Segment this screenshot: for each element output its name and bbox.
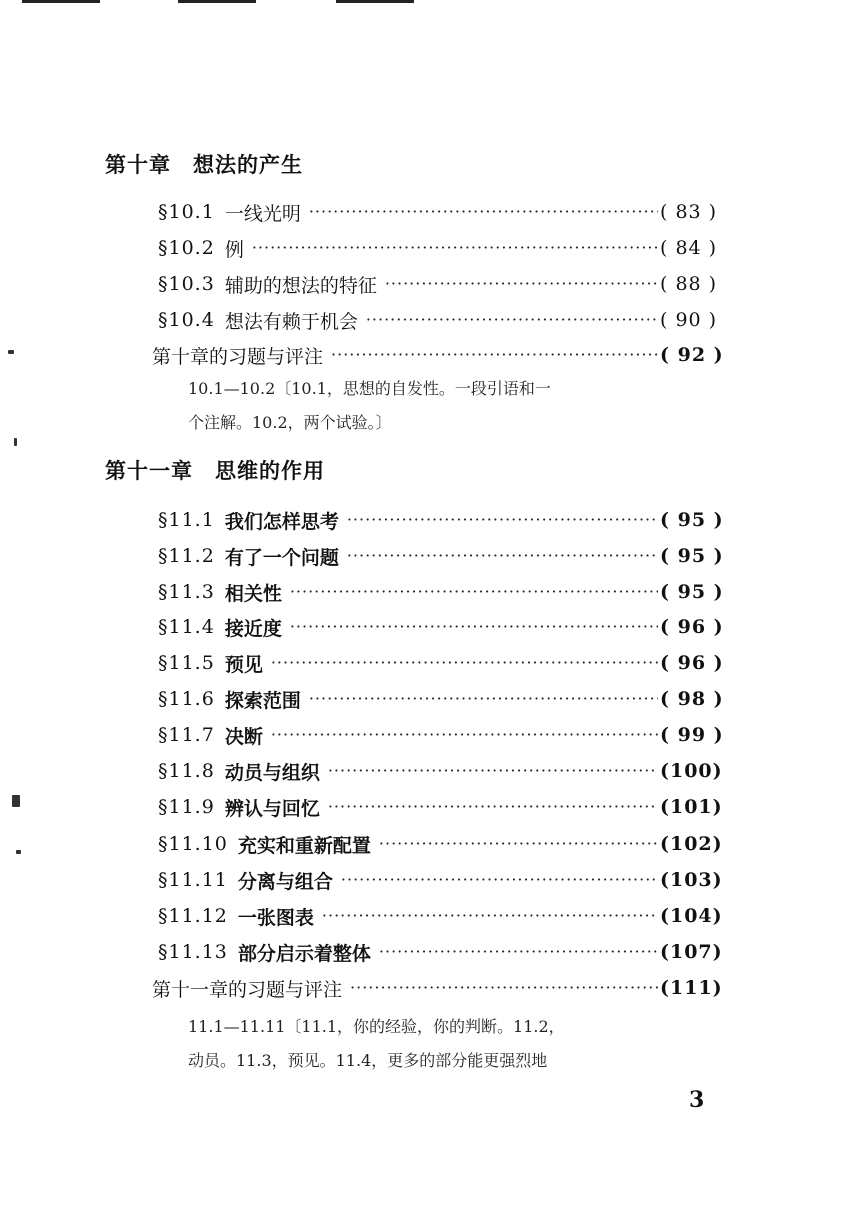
exercises-note — [188, 372, 658, 440]
scan-edge-line — [22, 0, 100, 3]
page-ref: ( 96 ) — [660, 652, 724, 674]
section-title: 部分启示着整体 — [237, 942, 371, 965]
section-title: 充实和重新配置 — [237, 834, 371, 857]
section-number: §11.9 — [158, 796, 215, 818]
toc-entry[interactable] — [158, 829, 723, 859]
toc-entry[interactable] — [158, 505, 724, 535]
toc-entry[interactable] — [158, 792, 723, 822]
note-line: 个注解。10.2，两个试验。〕 — [188, 413, 392, 432]
section-number: §11.13 — [158, 941, 228, 963]
exercises-entry[interactable] — [152, 973, 723, 1003]
section-number: §11.11 — [158, 869, 228, 891]
section-number: §11.10 — [158, 833, 228, 855]
page-ref: (102) — [660, 833, 723, 855]
scan-speck — [12, 795, 20, 807]
chapter-title: 思维的作用 — [215, 459, 325, 483]
section-title: 辅助的想法的特征 — [224, 274, 377, 297]
chapter-number: 第十章 — [105, 153, 171, 177]
section-number: §10.3 — [158, 273, 215, 295]
page-ref: ( 96 ) — [660, 616, 724, 638]
section-title: 决断 — [224, 725, 263, 748]
section-number: §11.5 — [158, 652, 215, 674]
toc-entry[interactable] — [158, 937, 723, 967]
page-ref: (101) — [660, 796, 723, 818]
toc-entry[interactable] — [158, 577, 724, 607]
exercises-entry[interactable] — [152, 340, 724, 370]
leader-dots — [341, 868, 658, 888]
section-title: 有了一个问题 — [224, 546, 339, 569]
section-title: 想法有赖于机会 — [224, 310, 358, 333]
page-number: 3 — [689, 1087, 705, 1113]
page-ref: ( 84 ) — [660, 237, 718, 259]
note-line: 11.1—11.11〔11.1，你的经验，你的判断。11.2， — [188, 1017, 565, 1036]
leader-dots — [331, 343, 658, 363]
leader-dots — [350, 976, 658, 996]
leader-dots — [328, 759, 658, 779]
toc-entry[interactable] — [158, 865, 723, 895]
leader-dots — [290, 615, 658, 635]
section-number: §11.3 — [158, 581, 215, 603]
section-number: §11.2 — [158, 545, 215, 567]
toc-entry[interactable] — [158, 756, 723, 786]
page-ref: ( 95 ) — [660, 581, 724, 603]
section-title: 接近度 — [224, 617, 282, 640]
section-number: §11.1 — [158, 509, 215, 531]
leader-dots — [290, 580, 658, 600]
page-ref: (111) — [660, 977, 723, 999]
toc-entry[interactable] — [158, 684, 724, 714]
section-number: §10.1 — [158, 201, 215, 223]
section-title: 一张图表 — [237, 906, 314, 929]
leader-dots — [347, 544, 658, 564]
toc-entry[interactable] — [158, 612, 724, 642]
section-title: 探索范围 — [224, 689, 301, 712]
section-title: 相关性 — [224, 582, 282, 605]
section-number: §10.4 — [158, 309, 215, 331]
section-number: §11.12 — [158, 905, 228, 927]
section-title: 一线光明 — [224, 202, 301, 225]
page-ref: ( 95 ) — [660, 509, 724, 531]
page-ref: ( 83 ) — [660, 201, 718, 223]
scan-speck — [16, 850, 21, 854]
toc-entry[interactable] — [158, 720, 724, 750]
leader-dots — [347, 508, 658, 528]
exercises-title: 第十章的习题与评注 — [152, 345, 324, 368]
page-ref: (100) — [660, 760, 723, 782]
scan-edge-line — [336, 0, 414, 3]
leader-dots — [385, 272, 658, 292]
toc-entry[interactable] — [158, 233, 718, 263]
note-line: 10.1—10.2〔10.1，思想的自发性。一段引语和一 — [188, 379, 551, 398]
leader-dots — [322, 904, 658, 924]
section-title: 分离与组合 — [237, 870, 333, 893]
section-title: 预见 — [224, 653, 263, 676]
section-title: 例 — [224, 238, 244, 261]
page-ref: ( 88 ) — [660, 273, 718, 295]
toc-entry[interactable] — [158, 305, 718, 335]
page-ref: ( 95 ) — [660, 545, 724, 567]
scan-edge-line — [178, 0, 256, 3]
page-ref: ( 98 ) — [660, 688, 724, 710]
toc-entry[interactable] — [158, 901, 723, 931]
section-number: §11.7 — [158, 724, 215, 746]
chapter-heading — [105, 455, 325, 485]
section-number: §11.4 — [158, 616, 215, 638]
chapter-number: 第十一章 — [105, 459, 193, 483]
page-ref: ( 99 ) — [660, 724, 724, 746]
toc-entry[interactable] — [158, 648, 724, 678]
toc-entry[interactable] — [158, 541, 724, 571]
page-ref: ( 90 ) — [660, 309, 718, 331]
section-number: §10.2 — [158, 237, 215, 259]
toc-entry[interactable] — [158, 269, 718, 299]
scan-speck — [14, 438, 17, 446]
leader-dots — [309, 687, 658, 707]
page-ref: (104) — [660, 905, 723, 927]
leader-dots — [271, 651, 658, 671]
leader-dots — [252, 236, 658, 256]
chapter-title: 想法的产生 — [193, 153, 303, 177]
exercises-title: 第十一章的习题与评注 — [152, 978, 343, 1001]
page-ref: ( 92 ) — [660, 344, 724, 366]
leader-dots — [328, 795, 658, 815]
page-ref: (107) — [660, 941, 723, 963]
exercises-note — [188, 1010, 658, 1078]
note-line: 动员。11.3，预见。11.4，更多的部分能更强烈地 — [188, 1051, 548, 1070]
section-number: §11.8 — [158, 760, 215, 782]
leader-dots — [309, 200, 658, 220]
toc-entry[interactable] — [158, 197, 718, 227]
leader-dots — [379, 940, 658, 960]
page-ref: (103) — [660, 869, 723, 891]
leader-dots — [366, 308, 658, 328]
section-title: 动员与组织 — [224, 761, 320, 784]
section-title: 我们怎样思考 — [224, 510, 339, 533]
scan-speck — [8, 350, 14, 354]
section-number: §11.6 — [158, 688, 215, 710]
chapter-heading — [105, 149, 303, 179]
leader-dots — [271, 723, 658, 743]
leader-dots — [379, 832, 658, 852]
section-title: 辨认与回忆 — [224, 797, 320, 820]
